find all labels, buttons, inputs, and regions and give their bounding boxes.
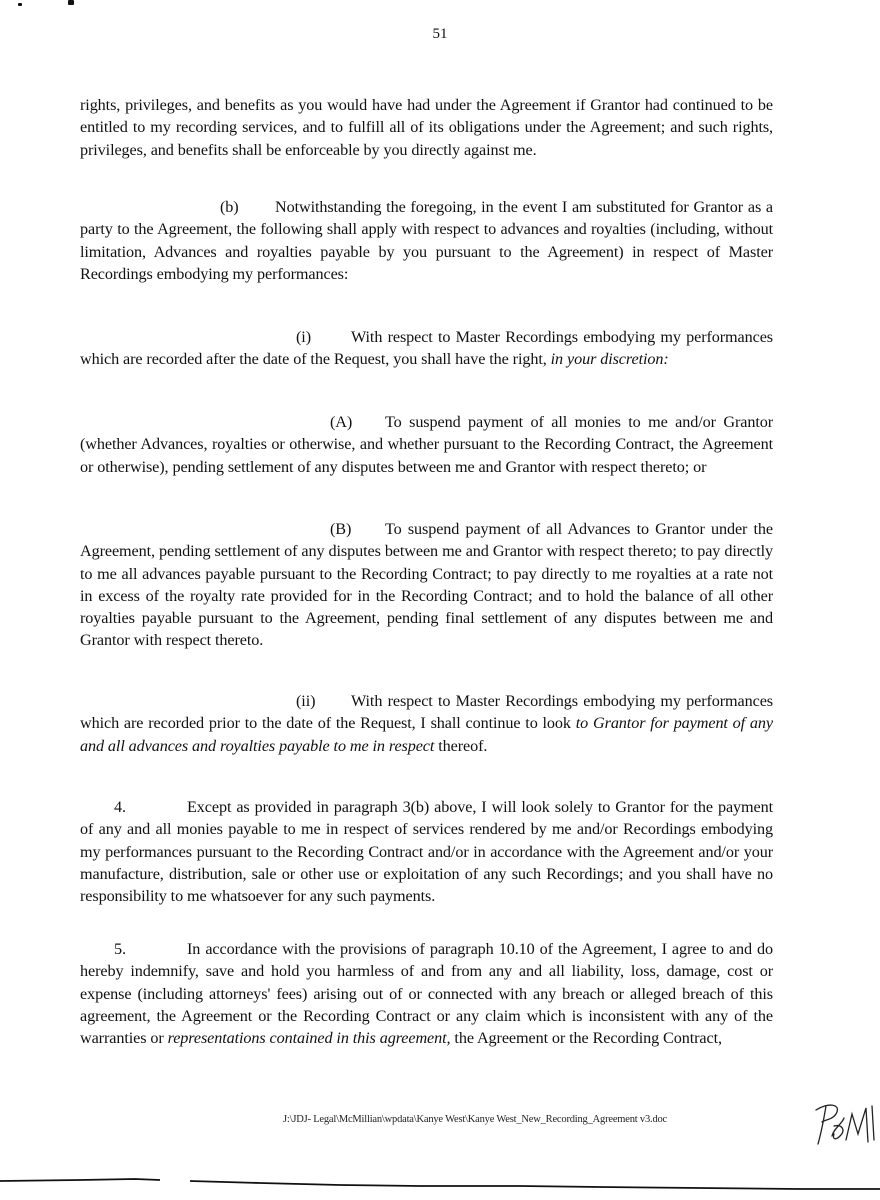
paragraph-label: (B) [330, 520, 352, 538]
footer-file-path: J:\JDJ- Legal\McMillian\wpdata\Kanye West\Kanye West_New_Recording_Agreement v3.doc [283, 1114, 668, 1125]
paragraph-text: thereof. [434, 736, 488, 755]
handwritten-initials [812, 1100, 878, 1148]
paragraph-text: To suspend payment of all Advances to Grantor under the Agreement, pending settlement of any disputes between me and Grantor with respect thereto; to pay directly to me all advances payable pursuant to the Recording Contract; to pay directly to me royalties at a rate not in excess of the royalty rate provided for in the Recording Contract; and to hold the balance of all other royalties payable pursuant to the Agreement, pending final settlement of any disputes between me and Grantor with respect thereto. [80, 520, 773, 650]
scan-edge-line [0, 1178, 880, 1192]
paragraph-text: rights, privileges, and benefits as you would have had under the Agreement if Grantor had continued to be entitled to my recording services, and to fulfill all of its obligations under the Agreement; and such rights, privileges, and benefits shall be enforceable by you directly against me. [80, 96, 773, 159]
paragraph-label: 5. [114, 940, 126, 958]
paragraph-ii [80, 690, 773, 757]
paragraph-label: 4. [114, 798, 126, 816]
paragraph-text: With respect to Master Recordings embodying my performances which are recorded after the date of the Request, you shall have the right, [80, 328, 773, 369]
paragraph-text-italic: representations contained in this agreement, [167, 1029, 451, 1048]
paragraph-label: (A) [330, 413, 353, 431]
paragraph-label: (b) [220, 198, 239, 216]
paragraph-text: Except as provided in paragraph 3(b) above, I will look solely to Grantor for the payment of any and all monies payable to me in respect of services rendered by me and/or Recordings embodying my performances pursuant to the Recording Contract and/or in accordance with the Agreement and/or your manufacture, distribution, sale or other use or exploitation of any such Recordings; and you shall have no responsibility to me whatsoever for any such payments. [80, 798, 773, 906]
paragraph-label: (ii) [296, 692, 316, 710]
paragraph-4 [80, 796, 773, 907]
paragraph-text: With respect to Master Recordings embodying my performances which are recorded prior to the date of the Request, I shall continue to look [80, 692, 773, 733]
paragraph-i [80, 326, 773, 371]
paragraph-text-italic: to Grantor for payment of any and all advances and royalties payable to me in respect [80, 714, 774, 755]
scan-mark [68, 0, 74, 5]
paragraph-B [80, 518, 773, 652]
paragraph-A [80, 411, 773, 478]
paragraph-text: the Agreement or the Recording Contract, [450, 1029, 722, 1048]
scan-mark [18, 3, 22, 6]
paragraph-text-italic: in your discretion: [550, 350, 669, 369]
paragraph-label: (i) [296, 328, 311, 346]
paragraph-text: In accordance with the provisions of paragraph 10.10 of the Agreement, I agree to and do hereby indemnify, save and hold you harmless of and from any and all liability, loss, damage, cost or expense (including attorneys' fees) arising out of or connected with any breach or alleged breach of this agreement, the Agreement or the Recording Contract or any claim which is inconsistent with any of the warranties or [80, 940, 773, 1048]
paragraph-5 [80, 938, 773, 1049]
paragraph-continuation [80, 94, 773, 161]
page-number: 51 [432, 26, 448, 42]
paragraph-text: Notwithstanding the foregoing, in the event I am substituted for Grantor as a party to the Agreement, the following shall apply with respect to advances and royalties (including, without limitation, Advances and royalties payable by you pursuant to the Agreement) in respect of Master Recordings embodying my performances: [80, 198, 773, 283]
paragraph-text: To suspend payment of all monies to me and/or Grantor (whether Advances, royalties or otherwise, and whether pursuant to the Recording Contract, the Agreement or otherwise), pending settlement of any disputes between me and Grantor with respect thereto; or [80, 413, 773, 476]
paragraph-b [80, 196, 773, 285]
